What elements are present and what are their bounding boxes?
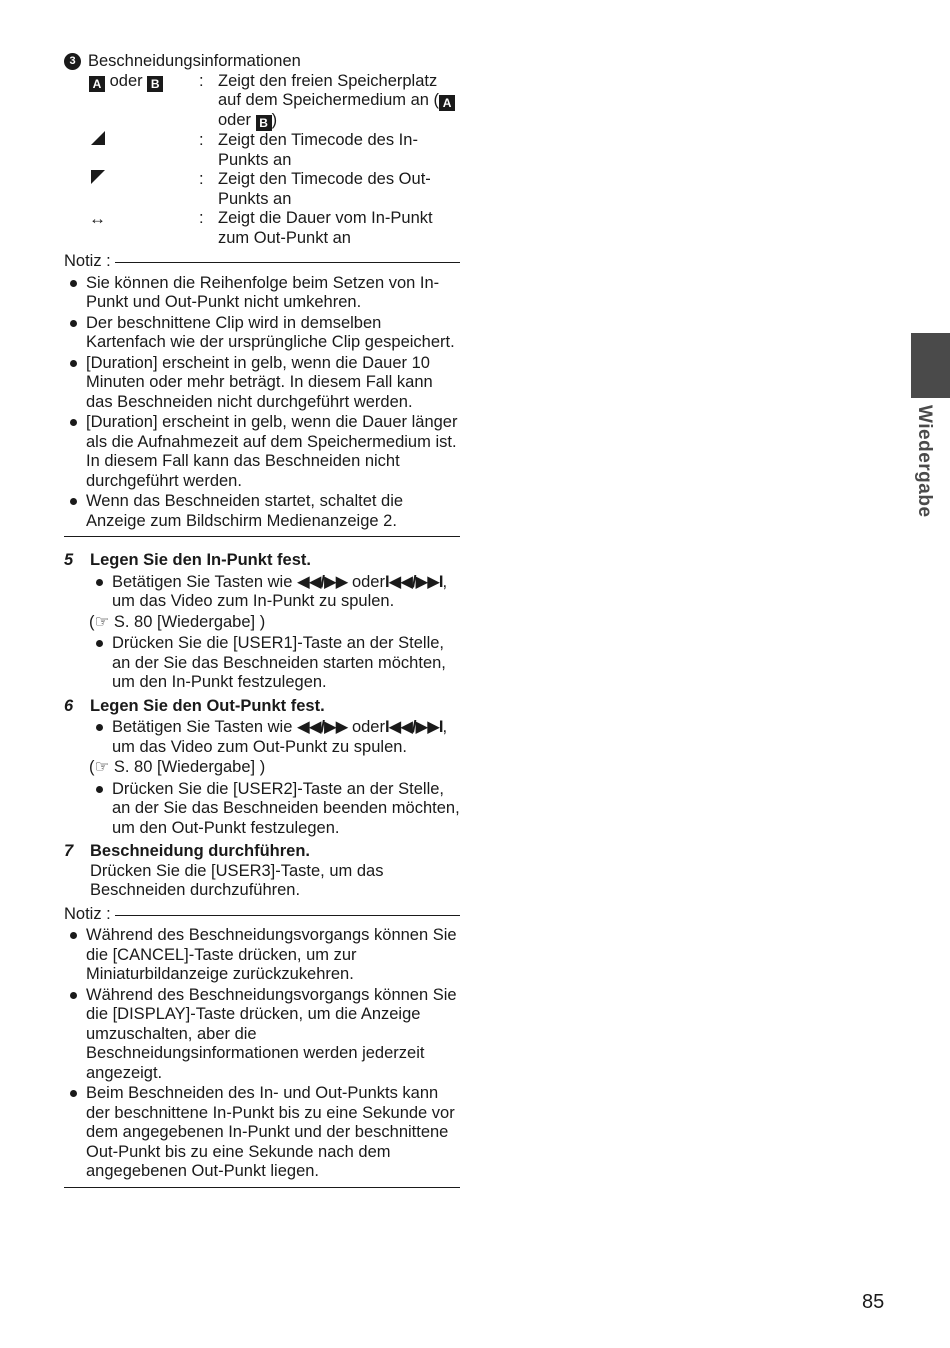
divider (115, 262, 460, 263)
note-heading (64, 905, 460, 925)
divider (115, 915, 460, 916)
step-bullet: Betätigen Sie Tasten wie ◀◀/▶▶ oderI◀◀/▶▶I, um das Video zum Out-Punkt zu spulen. (90, 718, 460, 757)
step-6 (64, 697, 460, 839)
step-5 (64, 551, 460, 693)
section-number-badge: 3 (64, 53, 81, 70)
note-label: Notiz : (64, 904, 111, 923)
slot-b-badge: B (147, 76, 163, 92)
definition-text: Zeigt den freien Speicherplatz auf dem Speichermedium an ( A oder B ) (218, 72, 460, 132)
definition-row-duration: ↔ : Zeigt die Dauer vom In-Punkt zum Out-Punkt an (89, 209, 460, 248)
step-number: 5 (64, 551, 74, 569)
note-item: Während des Beschneidungsvorgangs können Sie die [CANCEL]-Taste drücken, um zur Miniaturbildanzeige zurückzukehren. (64, 926, 460, 985)
page-reference: (☞ S. 80 [Wiedergabe] ) (89, 612, 266, 631)
slot-b-badge: B (256, 115, 272, 131)
skip-back-forward-icon: I◀◀/▶▶I (384, 572, 443, 591)
step-bullet: Drücken Sie die [USER2]-Taste an der Stelle, an der Sie das Beschneiden beenden möchten, um den Out-Punkt festzulegen. (90, 780, 460, 839)
note-item: [Duration] erscheint in gelb, wenn die Dauer länger als die Aufnahmezeit auf dem Speichermedium ist. In diesem Fall kann das Beschneiden nicht durchgeführt werden. (64, 413, 460, 491)
note-item: Während des Beschneidungsvorgangs können Sie die [DISPLAY]-Taste drücken, um die Anzeige umzuschalten, aber die Beschneidungsinformationen werden jederzeit angezeigt. (64, 986, 460, 1084)
out-point-icon (91, 170, 105, 184)
step-title: Legen Sie den In-Punkt fest. (90, 551, 311, 569)
definition-row-out-point: : Zeigt den Timecode des Out-Punkts an (89, 170, 460, 209)
step-number: 7 (64, 842, 74, 860)
note-item: Sie können die Reihenfolge beim Setzen von In-Punkt und Out-Punkt nicht umkehren. (64, 274, 460, 313)
skip-back-forward-icon: I◀◀/▶▶I (384, 718, 443, 736)
page-content (64, 52, 460, 1188)
page-reference: (☞ S. 80 [Wiedergabe] ) (89, 758, 266, 776)
definition-row-media: A oder B : Zeigt den freien Speicherplatz auf dem Speichermedium an ( A oder B ) (89, 72, 460, 132)
definition-text: Zeigt die Dauer vom In-Punkt zum Out-Punkt an (218, 209, 433, 247)
slot-a-badge: A (89, 76, 105, 92)
definition-row-in-point: : Zeigt den Timecode des In-Punkts an (89, 131, 460, 170)
section-title: Beschneidungsinformationen (88, 52, 301, 70)
rewind-forward-icon: ◀◀/▶▶ (297, 718, 348, 736)
divider (64, 536, 460, 537)
step-bullets (90, 718, 460, 757)
note-heading (64, 252, 460, 272)
note-item: Wenn das Beschneiden startet, schaltet die Anzeige zum Bildschirm Medienanzeige 2. (64, 492, 460, 531)
definition-text: Zeigt den Timecode des In-Punkts an (218, 131, 418, 169)
note-label: Notiz : (64, 252, 111, 270)
trim-info-list (89, 72, 460, 249)
page-number: 85 (862, 1291, 885, 1313)
note-item: Beim Beschneiden des In- und Out-Punkts kann der beschnittene In-Punkt bis zu eine Sekunde vor dem angegebenen In-Punkt und der beschnittene Out-Punkt bis zu eine Sekunde nach dem angegebenen Out-Punkt liegen. (64, 1084, 460, 1182)
note-list (64, 926, 460, 1182)
step-title: Legen Sie den Out-Punkt fest. (90, 696, 325, 715)
divider (64, 1187, 460, 1188)
step-text: Drücken Sie die [USER3]-Taste, um das Beschneiden durchzuführen. (90, 861, 384, 899)
in-point-icon (91, 131, 105, 145)
section-3-heading (64, 52, 460, 72)
definition-text: Zeigt den Timecode des Out-Punkts an (218, 170, 431, 208)
duration-icon: ↔ (89, 209, 106, 228)
step-bullets (90, 573, 460, 612)
step-7 (64, 842, 460, 901)
step-number: 6 (64, 696, 74, 715)
chapter-tab-marker (911, 333, 950, 398)
chapter-tab-label: Wiedergabe (914, 405, 935, 518)
note-item: [Duration] erscheint in gelb, wenn die Dauer 10 Minuten oder mehr beträgt. In diesem Fall kann das Beschneiden nicht durchgeführt werden. (64, 354, 460, 413)
note-list (64, 274, 460, 532)
step-title: Beschneidung durchführen. (90, 842, 311, 860)
rewind-forward-icon: ◀◀/▶▶ (297, 572, 348, 591)
step-bullet: Drücken Sie die [USER1]-Taste an der Stelle, an der Sie das Beschneiden starten möchten, um den In-Punkt festzulegen. (90, 634, 460, 693)
step-bullet: Betätigen Sie Tasten wie ◀◀/▶▶ oderI◀◀/▶▶I, um das Video zum In-Punkt zu spulen. (90, 573, 460, 612)
slot-a-badge: A (439, 95, 455, 111)
note-item: Der beschnittene Clip wird in demselben Kartenfach wie der ursprüngliche Clip gespeichert. (64, 314, 460, 353)
